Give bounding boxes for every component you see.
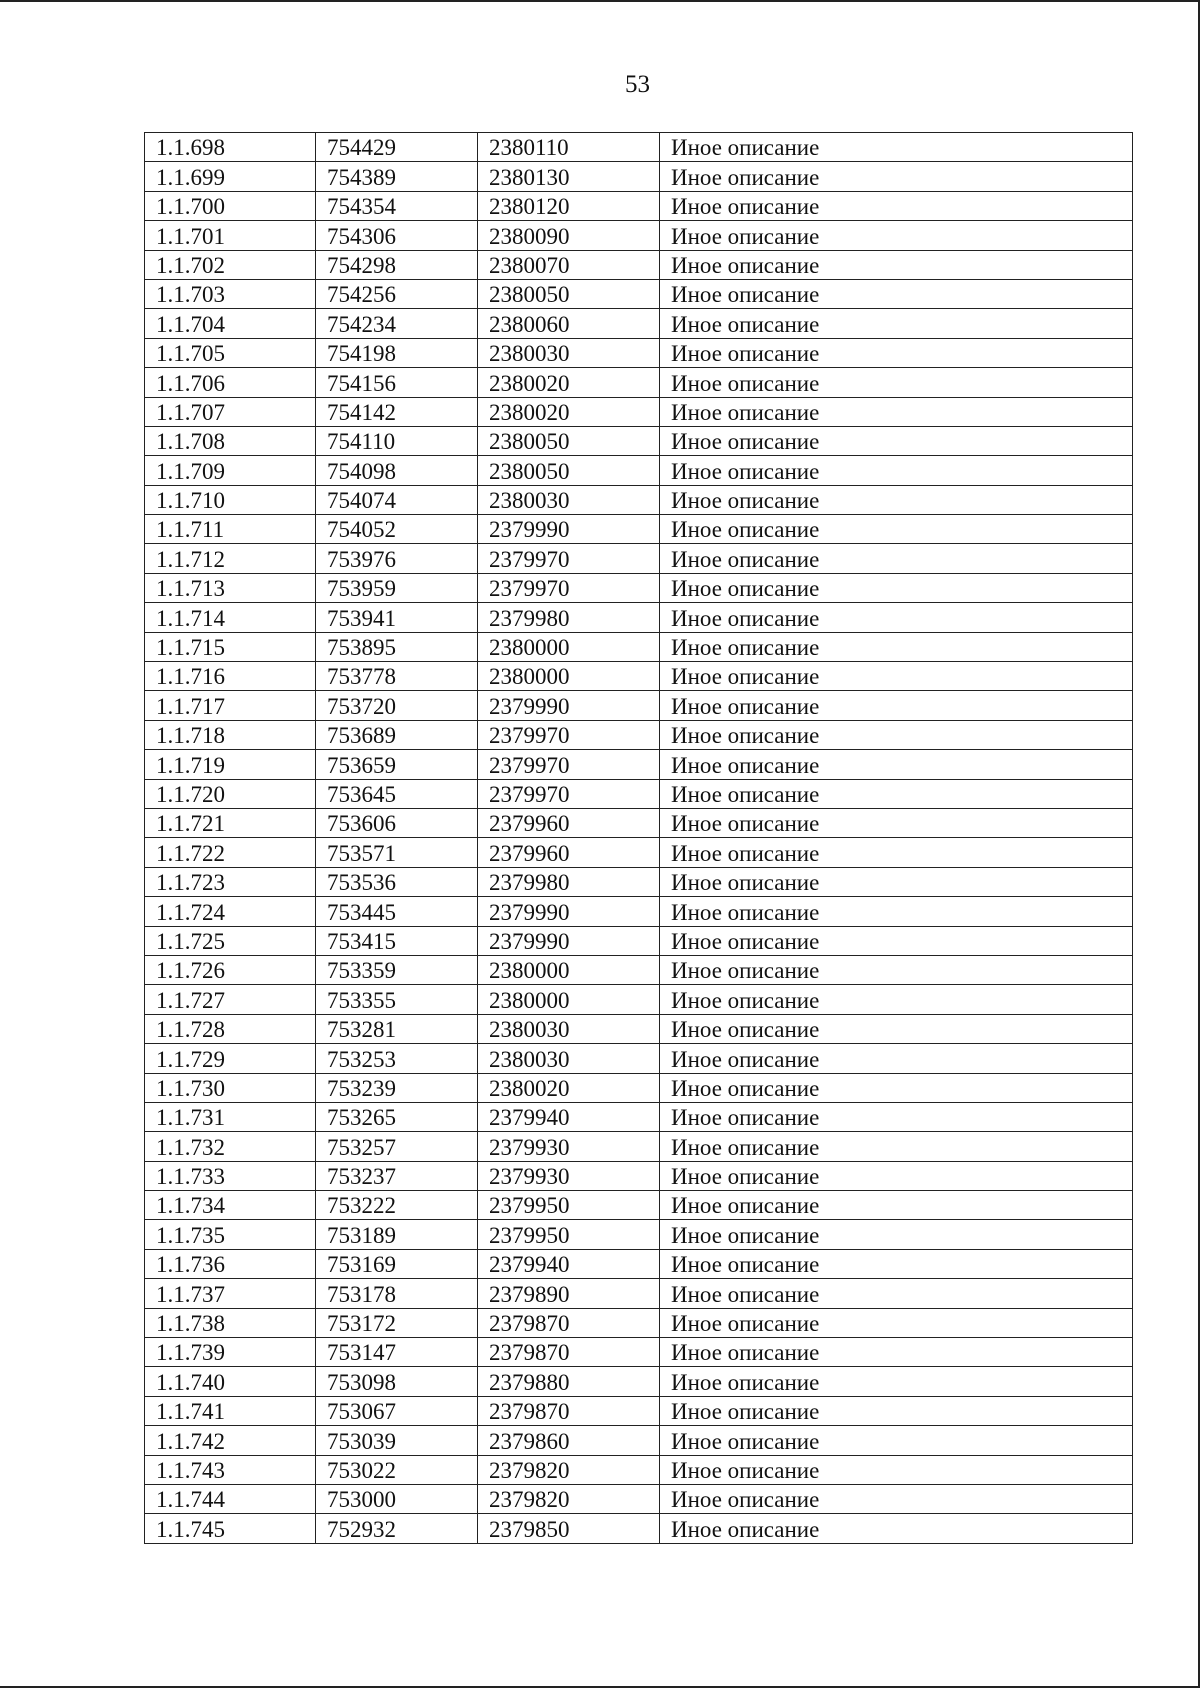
y-coordinate-cell: 2380110 [478, 133, 660, 162]
point-number-cell: 1.1.720 [145, 779, 316, 808]
point-number-cell: 1.1.716 [145, 662, 316, 691]
point-number-cell: 1.1.732 [145, 1132, 316, 1161]
point-number-cell: 1.1.701 [145, 221, 316, 250]
x-coordinate-cell: 753359 [316, 955, 478, 984]
table-row [145, 1279, 1133, 1308]
point-number-cell: 1.1.739 [145, 1338, 316, 1367]
point-number-cell: 1.1.728 [145, 1014, 316, 1043]
description-cell: Иное описание [660, 1014, 1133, 1043]
table-row [145, 456, 1133, 485]
x-coordinate-cell: 754429 [316, 133, 478, 162]
table-row [145, 1455, 1133, 1484]
description-cell: Иное описание [660, 309, 1133, 338]
description-cell: Иное описание [660, 926, 1133, 955]
description-cell: Иное описание [660, 720, 1133, 749]
point-number-cell: 1.1.704 [145, 309, 316, 338]
table-row [145, 632, 1133, 661]
description-cell: Иное описание [660, 1396, 1133, 1425]
table-row [145, 897, 1133, 926]
y-coordinate-cell: 2379890 [478, 1279, 660, 1308]
y-coordinate-cell: 2380000 [478, 632, 660, 661]
table-row [145, 603, 1133, 632]
x-coordinate-cell: 754198 [316, 338, 478, 367]
y-coordinate-cell: 2379860 [478, 1426, 660, 1455]
y-coordinate-cell: 2379960 [478, 808, 660, 837]
description-cell: Иное описание [660, 191, 1133, 220]
point-number-cell: 1.1.718 [145, 720, 316, 749]
x-coordinate-cell: 753941 [316, 603, 478, 632]
table-row [145, 1249, 1133, 1278]
table-row [145, 397, 1133, 426]
point-number-cell: 1.1.734 [145, 1191, 316, 1220]
x-coordinate-cell: 753689 [316, 720, 478, 749]
x-coordinate-cell: 753659 [316, 750, 478, 779]
description-cell: Иное описание [660, 1161, 1133, 1190]
point-number-cell: 1.1.703 [145, 279, 316, 308]
x-coordinate-cell: 753098 [316, 1367, 478, 1396]
point-number-cell: 1.1.699 [145, 162, 316, 191]
description-cell: Иное описание [660, 808, 1133, 837]
y-coordinate-cell: 2379970 [478, 544, 660, 573]
description-cell: Иное описание [660, 279, 1133, 308]
point-number-cell: 1.1.740 [145, 1367, 316, 1396]
point-number-cell: 1.1.719 [145, 750, 316, 779]
point-number-cell: 1.1.714 [145, 603, 316, 632]
description-cell: Иное описание [660, 1455, 1133, 1484]
point-number-cell: 1.1.742 [145, 1426, 316, 1455]
x-coordinate-cell: 753147 [316, 1338, 478, 1367]
point-number-cell: 1.1.736 [145, 1249, 316, 1278]
point-number-cell: 1.1.723 [145, 867, 316, 896]
table-row [145, 1102, 1133, 1131]
x-coordinate-cell: 753039 [316, 1426, 478, 1455]
table-row [145, 926, 1133, 955]
y-coordinate-cell: 2380050 [478, 426, 660, 455]
y-coordinate-cell: 2379870 [478, 1396, 660, 1425]
table-row [145, 1014, 1133, 1043]
y-coordinate-cell: 2379940 [478, 1102, 660, 1131]
y-coordinate-cell: 2379950 [478, 1191, 660, 1220]
x-coordinate-cell: 753189 [316, 1220, 478, 1249]
point-number-cell: 1.1.741 [145, 1396, 316, 1425]
table-row [145, 426, 1133, 455]
point-number-cell: 1.1.705 [145, 338, 316, 367]
description-cell: Иное описание [660, 397, 1133, 426]
x-coordinate-cell: 752932 [316, 1514, 478, 1543]
table-row [145, 808, 1133, 837]
y-coordinate-cell: 2380000 [478, 985, 660, 1014]
x-coordinate-cell: 754110 [316, 426, 478, 455]
y-coordinate-cell: 2380030 [478, 1014, 660, 1043]
x-coordinate-cell: 753178 [316, 1279, 478, 1308]
table-body [145, 133, 1133, 1544]
table-row [145, 750, 1133, 779]
x-coordinate-cell: 754306 [316, 221, 478, 250]
table-row [145, 515, 1133, 544]
y-coordinate-cell: 2379870 [478, 1338, 660, 1367]
table-row [145, 1191, 1133, 1220]
description-cell: Иное описание [660, 485, 1133, 514]
table-row [145, 1514, 1133, 1543]
point-number-cell: 1.1.735 [145, 1220, 316, 1249]
y-coordinate-cell: 2380030 [478, 338, 660, 367]
table-row [145, 985, 1133, 1014]
point-number-cell: 1.1.745 [145, 1514, 316, 1543]
table-row [145, 1338, 1133, 1367]
point-number-cell: 1.1.737 [145, 1279, 316, 1308]
description-cell: Иное описание [660, 779, 1133, 808]
description-cell: Иное описание [660, 1484, 1133, 1513]
description-cell: Иное описание [660, 838, 1133, 867]
y-coordinate-cell: 2379990 [478, 926, 660, 955]
y-coordinate-cell: 2379820 [478, 1484, 660, 1513]
point-number-cell: 1.1.733 [145, 1161, 316, 1190]
point-number-cell: 1.1.724 [145, 897, 316, 926]
point-number-cell: 1.1.730 [145, 1073, 316, 1102]
description-cell: Иное описание [660, 515, 1133, 544]
y-coordinate-cell: 2379870 [478, 1308, 660, 1337]
table-row [145, 221, 1133, 250]
point-number-cell: 1.1.727 [145, 985, 316, 1014]
description-cell: Иное описание [660, 338, 1133, 367]
y-coordinate-cell: 2379990 [478, 515, 660, 544]
x-coordinate-cell: 754074 [316, 485, 478, 514]
x-coordinate-cell: 753720 [316, 691, 478, 720]
y-coordinate-cell: 2380030 [478, 485, 660, 514]
x-coordinate-cell: 753257 [316, 1132, 478, 1161]
x-coordinate-cell: 753645 [316, 779, 478, 808]
table-row [145, 720, 1133, 749]
y-coordinate-cell: 2379970 [478, 720, 660, 749]
description-cell: Иное описание [660, 221, 1133, 250]
description-cell: Иное описание [660, 1514, 1133, 1543]
description-cell: Иное описание [660, 897, 1133, 926]
x-coordinate-cell: 753415 [316, 926, 478, 955]
table-row [145, 1161, 1133, 1190]
point-number-cell: 1.1.729 [145, 1044, 316, 1073]
y-coordinate-cell: 2379970 [478, 779, 660, 808]
description-cell: Иное описание [660, 1426, 1133, 1455]
y-coordinate-cell: 2379980 [478, 867, 660, 896]
description-cell: Иное описание [660, 250, 1133, 279]
table-row [145, 779, 1133, 808]
table-row [145, 838, 1133, 867]
x-coordinate-cell: 753237 [316, 1161, 478, 1190]
table-row [145, 867, 1133, 896]
x-coordinate-cell: 753959 [316, 573, 478, 602]
description-cell: Иное описание [660, 1279, 1133, 1308]
point-number-cell: 1.1.743 [145, 1455, 316, 1484]
x-coordinate-cell: 754256 [316, 279, 478, 308]
point-number-cell: 1.1.712 [145, 544, 316, 573]
table-row [145, 250, 1133, 279]
x-coordinate-cell: 754354 [316, 191, 478, 220]
x-coordinate-cell: 754234 [316, 309, 478, 338]
point-number-cell: 1.1.726 [145, 955, 316, 984]
point-number-cell: 1.1.711 [145, 515, 316, 544]
description-cell: Иное описание [660, 1220, 1133, 1249]
table-row [145, 544, 1133, 573]
x-coordinate-cell: 754142 [316, 397, 478, 426]
x-coordinate-cell: 753265 [316, 1102, 478, 1131]
point-number-cell: 1.1.721 [145, 808, 316, 837]
description-cell: Иное описание [660, 955, 1133, 984]
description-cell: Иное описание [660, 133, 1133, 162]
table-row [145, 133, 1133, 162]
y-coordinate-cell: 2379990 [478, 691, 660, 720]
description-cell: Иное описание [660, 1102, 1133, 1131]
y-coordinate-cell: 2379930 [478, 1132, 660, 1161]
table-row [145, 309, 1133, 338]
x-coordinate-cell: 753000 [316, 1484, 478, 1513]
point-number-cell: 1.1.706 [145, 368, 316, 397]
point-number-cell: 1.1.731 [145, 1102, 316, 1131]
x-coordinate-cell: 753536 [316, 867, 478, 896]
description-cell: Иное описание [660, 603, 1133, 632]
description-cell: Иное описание [660, 573, 1133, 602]
table-row [145, 1044, 1133, 1073]
table-row [145, 191, 1133, 220]
x-coordinate-cell: 754156 [316, 368, 478, 397]
x-coordinate-cell: 753281 [316, 1014, 478, 1043]
x-coordinate-cell: 754298 [316, 250, 478, 279]
point-number-cell: 1.1.707 [145, 397, 316, 426]
point-number-cell: 1.1.717 [145, 691, 316, 720]
y-coordinate-cell: 2380070 [478, 250, 660, 279]
description-cell: Иное описание [660, 1338, 1133, 1367]
y-coordinate-cell: 2379950 [478, 1220, 660, 1249]
description-cell: Иное описание [660, 1132, 1133, 1161]
point-number-cell: 1.1.708 [145, 426, 316, 455]
y-coordinate-cell: 2379990 [478, 897, 660, 926]
point-number-cell: 1.1.715 [145, 632, 316, 661]
y-coordinate-cell: 2380060 [478, 309, 660, 338]
x-coordinate-cell: 754389 [316, 162, 478, 191]
x-coordinate-cell: 753172 [316, 1308, 478, 1337]
x-coordinate-cell: 753239 [316, 1073, 478, 1102]
x-coordinate-cell: 753778 [316, 662, 478, 691]
y-coordinate-cell: 2380000 [478, 662, 660, 691]
point-number-cell: 1.1.709 [145, 456, 316, 485]
description-cell: Иное описание [660, 162, 1133, 191]
point-number-cell: 1.1.744 [145, 1484, 316, 1513]
description-cell: Иное описание [660, 456, 1133, 485]
table-row [145, 1367, 1133, 1396]
y-coordinate-cell: 2379820 [478, 1455, 660, 1484]
description-cell: Иное описание [660, 1367, 1133, 1396]
description-cell: Иное описание [660, 368, 1133, 397]
point-number-cell: 1.1.725 [145, 926, 316, 955]
table-row [145, 662, 1133, 691]
x-coordinate-cell: 753895 [316, 632, 478, 661]
table-row [145, 279, 1133, 308]
x-coordinate-cell: 753067 [316, 1396, 478, 1425]
description-cell: Иное описание [660, 662, 1133, 691]
description-cell: Иное описание [660, 867, 1133, 896]
x-coordinate-cell: 753169 [316, 1249, 478, 1278]
table-row [145, 1220, 1133, 1249]
table-row [145, 1308, 1133, 1337]
table-row [145, 1426, 1133, 1455]
table-row [145, 1484, 1133, 1513]
description-cell: Иное описание [660, 985, 1133, 1014]
table-row [145, 1396, 1133, 1425]
y-coordinate-cell: 2380050 [478, 456, 660, 485]
y-coordinate-cell: 2379850 [478, 1514, 660, 1543]
x-coordinate-cell: 753445 [316, 897, 478, 926]
point-number-cell: 1.1.713 [145, 573, 316, 602]
point-number-cell: 1.1.698 [145, 133, 316, 162]
description-cell: Иное описание [660, 691, 1133, 720]
description-cell: Иное описание [660, 750, 1133, 779]
y-coordinate-cell: 2380120 [478, 191, 660, 220]
x-coordinate-cell: 753222 [316, 1191, 478, 1220]
y-coordinate-cell: 2380050 [478, 279, 660, 308]
point-number-cell: 1.1.738 [145, 1308, 316, 1337]
point-number-cell: 1.1.702 [145, 250, 316, 279]
description-cell: Иное описание [660, 1073, 1133, 1102]
page-number: 53 [625, 71, 650, 98]
x-coordinate-cell: 753976 [316, 544, 478, 573]
description-cell: Иное описание [660, 1191, 1133, 1220]
y-coordinate-cell: 2379960 [478, 838, 660, 867]
point-number-cell: 1.1.722 [145, 838, 316, 867]
table-row [145, 1073, 1133, 1102]
description-cell: Иное описание [660, 544, 1133, 573]
table-row [145, 573, 1133, 602]
y-coordinate-cell: 2380020 [478, 1073, 660, 1102]
x-coordinate-cell: 753355 [316, 985, 478, 1014]
y-coordinate-cell: 2380090 [478, 221, 660, 250]
y-coordinate-cell: 2379970 [478, 750, 660, 779]
x-coordinate-cell: 753606 [316, 808, 478, 837]
description-cell: Иное описание [660, 1308, 1133, 1337]
y-coordinate-cell: 2380030 [478, 1044, 660, 1073]
table-row [145, 338, 1133, 367]
table-row [145, 485, 1133, 514]
y-coordinate-cell: 2379970 [478, 573, 660, 602]
x-coordinate-cell: 754052 [316, 515, 478, 544]
x-coordinate-cell: 753571 [316, 838, 478, 867]
description-cell: Иное описание [660, 1249, 1133, 1278]
y-coordinate-cell: 2380020 [478, 368, 660, 397]
table-row [145, 162, 1133, 191]
coordinates-table [144, 132, 1133, 1544]
y-coordinate-cell: 2379940 [478, 1249, 660, 1278]
y-coordinate-cell: 2379980 [478, 603, 660, 632]
y-coordinate-cell: 2379930 [478, 1161, 660, 1190]
x-coordinate-cell: 753253 [316, 1044, 478, 1073]
x-coordinate-cell: 754098 [316, 456, 478, 485]
description-cell: Иное описание [660, 426, 1133, 455]
table-row [145, 1132, 1133, 1161]
point-number-cell: 1.1.710 [145, 485, 316, 514]
x-coordinate-cell: 753022 [316, 1455, 478, 1484]
description-cell: Иное описание [660, 632, 1133, 661]
table-row [145, 955, 1133, 984]
y-coordinate-cell: 2380020 [478, 397, 660, 426]
table-row [145, 368, 1133, 397]
y-coordinate-cell: 2380130 [478, 162, 660, 191]
point-number-cell: 1.1.700 [145, 191, 316, 220]
description-cell: Иное описание [660, 1044, 1133, 1073]
y-coordinate-cell: 2379880 [478, 1367, 660, 1396]
y-coordinate-cell: 2380000 [478, 955, 660, 984]
table-row [145, 691, 1133, 720]
